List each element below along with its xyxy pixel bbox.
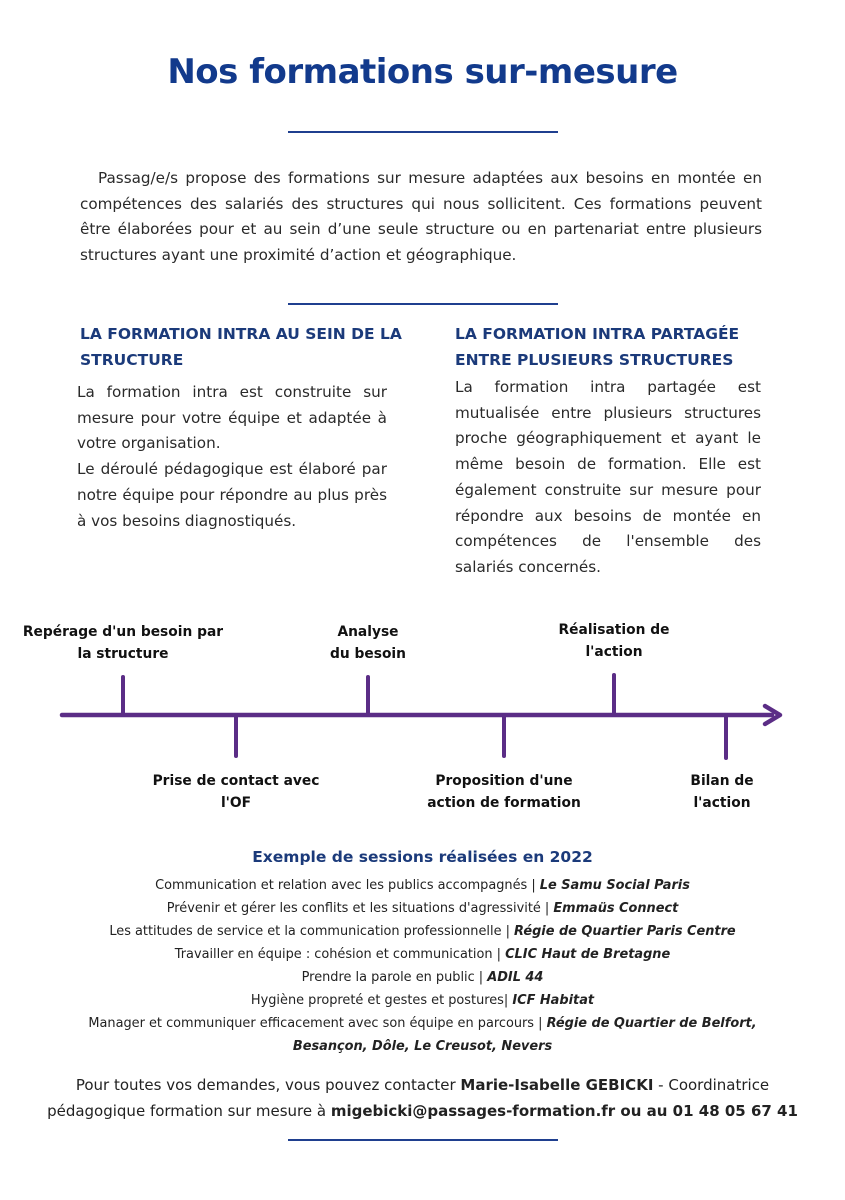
page-title: Nos formations sur-mesure xyxy=(167,52,678,92)
step-6-line2: l'action xyxy=(693,795,751,811)
session-organization: ICF Habitat xyxy=(512,993,595,1008)
list-item xyxy=(40,966,805,989)
partagee-heading-line2: ENTRE PLUSIEURS STRUCTURES xyxy=(455,351,734,369)
step-6-line1: Bilan de xyxy=(690,773,754,789)
intra-paragraph-1: La formation intra est construite sur mesure pour votre équipe et adaptée à votre organisation. xyxy=(77,383,387,453)
session-topic: Travailler en équipe : cohésion et communication | xyxy=(174,947,506,962)
session-organization: ADIL 44 xyxy=(487,970,544,985)
intra-heading-line2: STRUCTURE xyxy=(80,351,184,369)
step-3-line1: Analyse xyxy=(337,624,399,640)
session-topic: Manager et communiquer efficacement avec son équipe en parcours | xyxy=(88,1016,547,1031)
contact-text: - Coordinatrice pédagogique formation sur mesure à xyxy=(47,1076,770,1120)
session-topic: Communication et relation avec les publics accompagnés | xyxy=(155,878,540,893)
session-organization: Régie de Quartier de Belfort, xyxy=(546,1016,757,1031)
contact-paragraph xyxy=(40,1072,805,1124)
list-item xyxy=(40,1012,805,1035)
session-organization: CLIC Haut de Bretagne xyxy=(505,947,671,962)
step-5-line2: l'action xyxy=(585,644,643,660)
list-item xyxy=(40,943,805,966)
timeline-step-2 xyxy=(146,770,326,814)
step-1-line2: la structure xyxy=(77,646,169,662)
step-5-line1: Réalisation de xyxy=(558,622,670,638)
step-1-line1: Repérage d'un besoin par xyxy=(22,624,224,640)
step-2-line1: Prise de contact avec xyxy=(152,773,320,789)
sessions-list xyxy=(40,874,805,1058)
list-item xyxy=(40,897,805,920)
contact-phone[interactable]: 01 48 05 67 41 xyxy=(672,1102,798,1120)
list-item xyxy=(40,874,805,897)
timeline-step-6 xyxy=(676,770,768,814)
session-topic: Prendre la parole en public | xyxy=(301,970,488,985)
contact-email[interactable]: migebicki@passages-formation.fr xyxy=(330,1102,616,1120)
contact-text: ou au xyxy=(615,1102,673,1120)
intro-text: Passag/e/s propose des formations sur mesure adaptées aux besoins en montée en compétences des salariés des structures qui nous sollicitent. Ces formations peuvent être élaborées pour et au sein d’une seule structure ou en partenariat entre plusieurs structures ayant une proximité d’action et géographique. xyxy=(80,169,762,264)
intra-heading-line1: LA FORMATION INTRA AU SEIN DE LA xyxy=(80,325,402,343)
list-item-continuation xyxy=(40,1035,805,1058)
timeline-step-3 xyxy=(308,621,428,665)
session-organization: Emmaüs Connect xyxy=(553,901,679,916)
timeline-step-4 xyxy=(414,770,594,814)
list-item xyxy=(40,989,805,1012)
session-organization: Le Samu Social Paris xyxy=(539,878,690,893)
sessions-heading: Exemple de sessions réalisées en 2022 xyxy=(252,848,593,866)
divider xyxy=(288,1139,558,1141)
contact-text: Pour toutes vos demandes, vous pouvez contacter xyxy=(75,1076,461,1094)
contact-name: Marie-Isabelle GEBICKI xyxy=(460,1076,654,1094)
step-2-line2: l'OF xyxy=(220,795,252,811)
session-organization: Régie de Quartier Paris Centre xyxy=(514,924,736,939)
timeline-step-1 xyxy=(21,621,225,665)
list-item xyxy=(40,920,805,943)
session-organization-continued: Besançon, Dôle, Le Creusot, Nevers xyxy=(292,1039,553,1054)
session-topic: Les attitudes de service et la communication professionnelle | xyxy=(109,924,515,939)
session-topic: Prévenir et gérer les conflits et les situations d'agressivité | xyxy=(166,901,554,916)
intra-paragraph-2: Le déroulé pédagogique est élaboré par notre équipe pour répondre au plus près à vos besoins diagnostiqués. xyxy=(77,460,387,530)
step-4-line2: action de formation xyxy=(427,795,581,811)
session-topic: Hygiène propreté et gestes et postures| xyxy=(250,993,513,1008)
step-3-line2: du besoin xyxy=(330,646,406,662)
timeline-step-5 xyxy=(549,619,679,663)
step-4-line1: Proposition d'une xyxy=(435,773,573,789)
partagee-paragraph: La formation intra partagée est mutualisée entre plusieurs structures proche géographiquement et ayant le même besoin de formation. Elle est également construite sur mesure pour répondre aux besoins de montée en compétences de l'ensemble des salariés concernés. xyxy=(455,378,761,576)
partagee-heading-line1: LA FORMATION INTRA PARTAGÉE xyxy=(455,325,740,343)
